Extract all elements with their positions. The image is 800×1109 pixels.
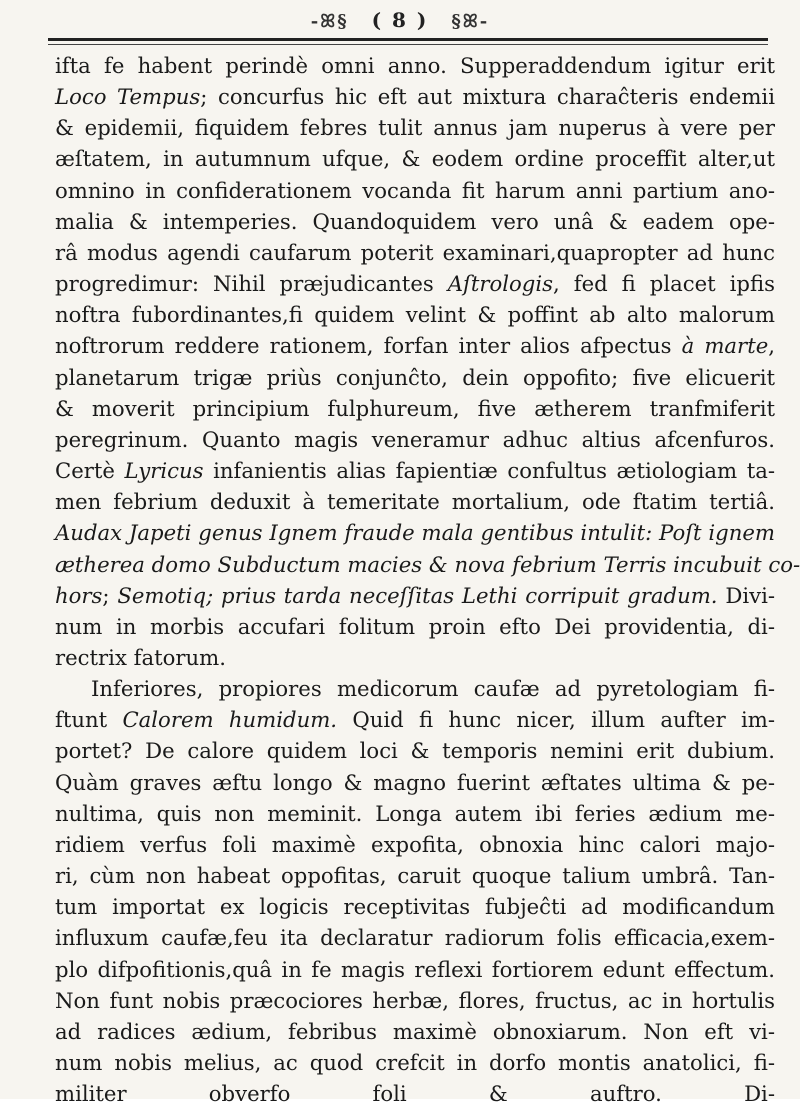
right-ornament: §ꕤ-	[451, 11, 490, 32]
text-line: Certè Lyricus infanientis alias fapientiæ confultus ætiologiam ta-	[55, 458, 775, 484]
text-line: râ modus agendi caufarum poterit examinari,quapropter ad hunc	[55, 239, 775, 265]
header-rule-thin	[48, 44, 768, 45]
text-line: portet? De calore quidem loci & temporis nemini erit dubium.	[55, 738, 775, 764]
text-line: ri, cùm non habeat oppofitas, caruit quoque talium umbrâ. Tan-	[55, 863, 775, 889]
text-line: rectrix fatorum.	[55, 644, 226, 670]
text-line: tum importat ex logicis receptivitas fubjeĉti ad modificandum	[55, 894, 775, 920]
text-line: ad radices ædium, febribus maximè obnoxiarum. Non eft vi-	[55, 1018, 775, 1044]
text-line: Non funt nobis præcociores herbæ, flores, fructus, ac in hortulis	[55, 987, 775, 1013]
text-line: ifta fe habent perindè omni anno. Supperaddendum igitur erit	[55, 53, 775, 78]
text-line: progredimur: Nihil præjudicantes Aſtrologis, fed fi placet ipfis	[55, 271, 775, 297]
text-line: Audax Japeti genus Ignem fraude mala gentibus intulit: Poſt ignem	[55, 520, 775, 546]
catchword: Di-	[744, 1081, 775, 1107]
text-line: & moverit principium fulphureum, five ætherem tranfmiferit	[55, 395, 775, 421]
text-line: num nobis melius, ac quod crefcit in dorfo montis anatolici, fi-	[55, 1050, 775, 1075]
text-line: noftra fubordinantes,fi quidem velint & poffint ab alto malorum	[55, 302, 775, 328]
text-line: Loco Tempus; concurfus hic eft aut mixtura charaĉteris endemii	[55, 84, 775, 110]
text-line: influxum caufæ,feu ita declaratur radiorum folis efficacia,exem-	[55, 925, 775, 951]
left-ornament: -ꕤ§	[310, 11, 349, 32]
header-rule	[48, 38, 768, 41]
page-number: ( 8 )	[371, 8, 429, 32]
page-header	[0, 8, 800, 32]
text-line: Quàm graves æftu longo & magno fuerint æftates ultima & pe-	[55, 769, 775, 795]
text-line: planetarum trigæ priùs conjunĉto, dein oppofito; five elicuerit	[55, 364, 775, 390]
text-line: noftrorum reddere rationem, forfan inter alios afpectus à marte,	[55, 333, 775, 359]
text-line: Inferiores, propiores medicorum caufæ ad pyretologiam fi-	[91, 676, 775, 702]
text-line: hors; Semotiq; prius tarda neceſſitas Lethi corripuit gradum. Divi-	[55, 582, 776, 608]
text-line: plo difpofitionis,quâ in fe magis reflexi fortiorem edunt effectum.	[55, 956, 775, 982]
text-line: militer obverfo foli & auftro. Di-	[55, 1081, 775, 1107]
text-line: æſtatem, in autumnum ufque, & eodem ordine proceffit alter,ut	[55, 146, 775, 172]
text-line: ftunt Calorem humidum. Quid fi hunc nicer, illum aufter im-	[55, 707, 776, 733]
text-line: nultima, quis non meminit. Longa autem ibi feries ædium me-	[55, 800, 775, 826]
text-line: ridiem verfus foli maximè expofita, obnoxia hinc calori majo-	[55, 831, 775, 857]
text-line: num in morbis accufari folitum proin efto Dei providentia, di-	[55, 613, 775, 639]
text-line: ætherea domo Subductum macies & nova febrium Terris incubuit co-	[55, 551, 800, 577]
text-line: & epidemii, fiquidem febres tulit annus jam nuperus à vere per	[55, 115, 775, 141]
text-line: omnino in confiderationem vocanda fit harum anni partium ano-	[55, 177, 775, 203]
body-text	[55, 50, 800, 1109]
text-line: men febrium deduxit à temeritate mortalium, ode ftatim tertiâ.	[55, 489, 775, 515]
text-line: peregrinum. Quanto magis veneramur adhuc altius afcenfuros.	[55, 426, 775, 452]
text-line: malia & intemperies. Quandoquidem vero unâ & eadem ope-	[55, 208, 775, 234]
